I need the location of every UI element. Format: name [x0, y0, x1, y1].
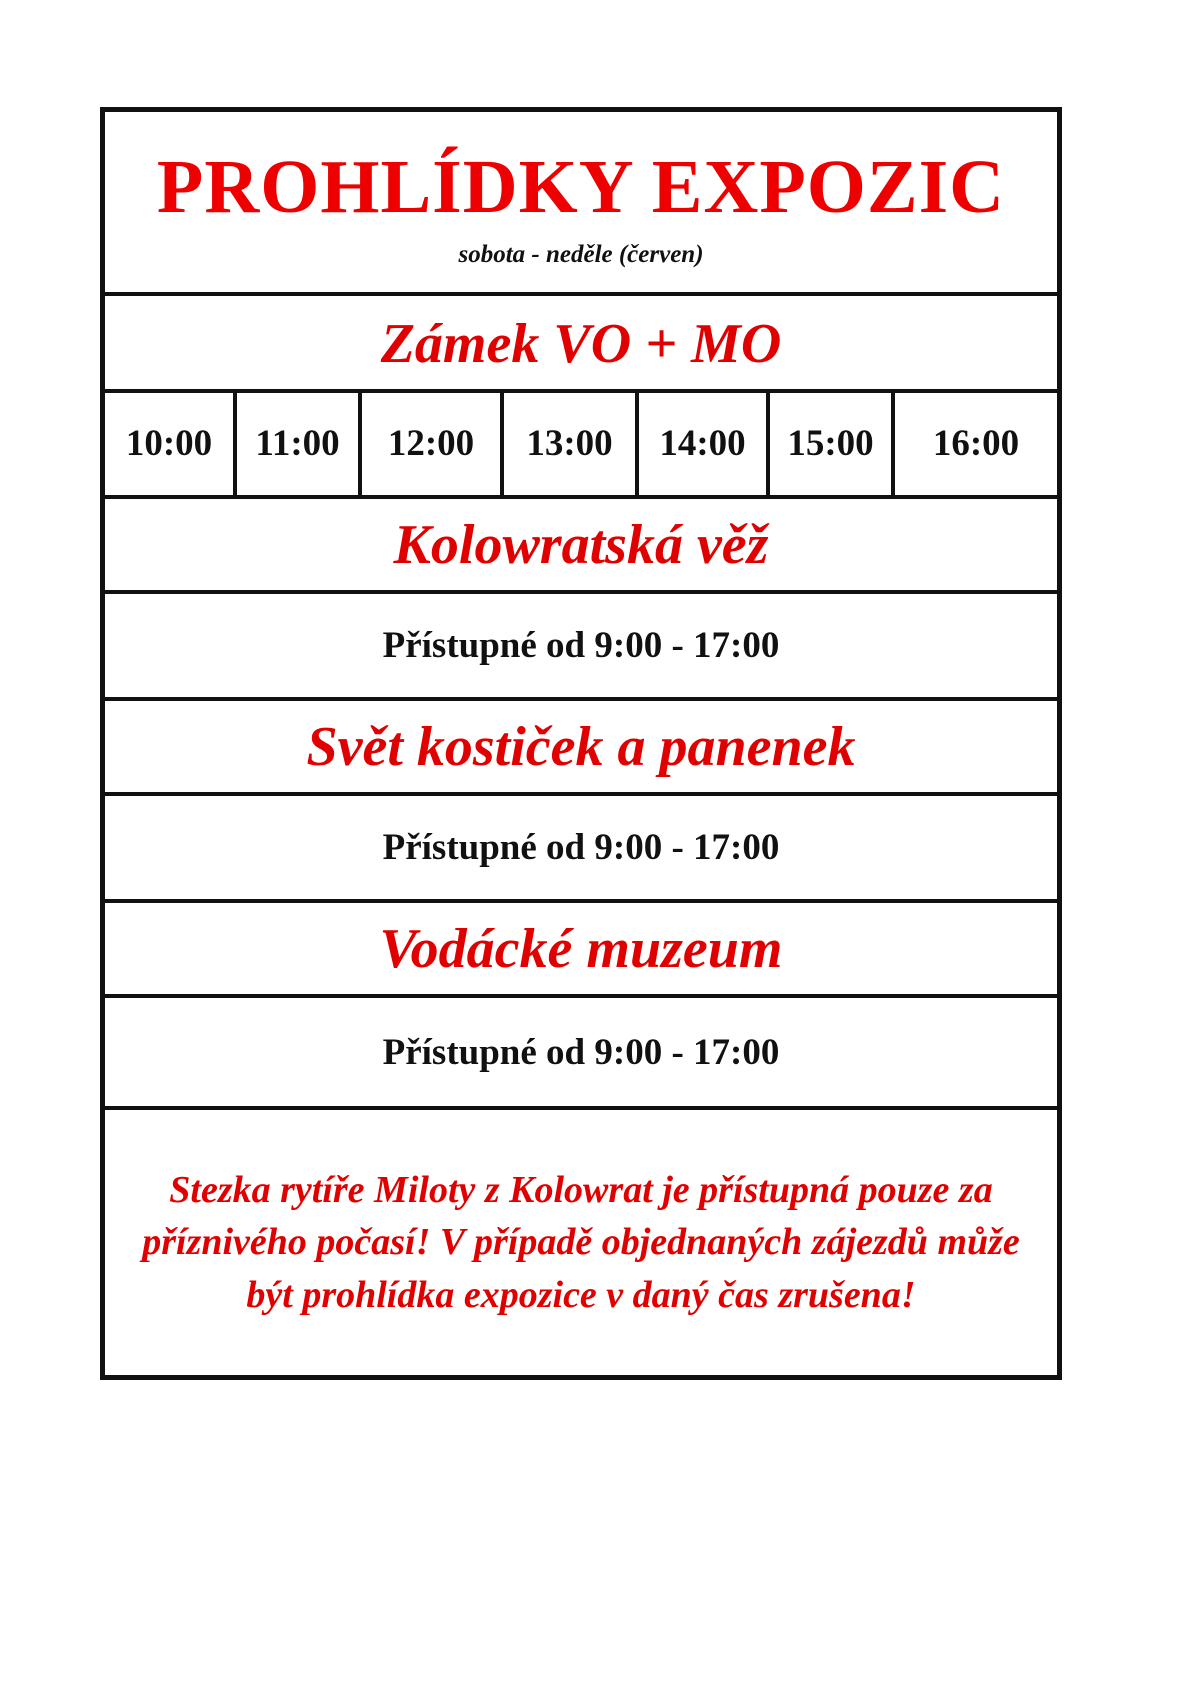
notice-cell: [105, 1110, 1057, 1375]
opening-hours: Přístupné od 9:00 - 17:00: [382, 1031, 780, 1073]
hours-cell: [105, 594, 1057, 697]
section-title-cell: [105, 701, 1057, 792]
opening-hours: Přístupné od 9:00 - 17:00: [382, 827, 780, 868]
time-cell: 10:00: [105, 391, 237, 495]
section-title-cell: [105, 903, 1057, 994]
opening-hours: Přístupné od 9:00 - 17:00: [382, 625, 780, 666]
time-cell: 15:00: [770, 391, 895, 495]
section-title-zamek: Zámek VO + MO: [380, 312, 782, 375]
time-cell: 11:00: [237, 391, 362, 495]
time-cell: 13:00: [504, 391, 639, 495]
section-title-cell: [105, 499, 1057, 590]
section-title-cell: [105, 296, 1057, 391]
page-title: PROHLÍDKY EXPOZIC: [156, 145, 1006, 229]
section-title-svet: Svět kostiček a panenek: [306, 715, 856, 778]
page-subtitle: sobota - neděle (červen): [458, 241, 704, 268]
weather-notice: Stezka rytíře Miloty z Kolowrat je přístupná pouze za příznivého počasí! V případě objednaných zájezdů může být prohlídka expozice v daný čas zrušena!: [142, 1168, 1020, 1316]
tour-times-row: [105, 391, 1057, 495]
hours-cell: [105, 998, 1057, 1106]
schedule-table: [100, 107, 1062, 1380]
hours-cell: [105, 796, 1057, 899]
header-cell: [105, 112, 1057, 292]
time-cell: 16:00: [932, 422, 1020, 464]
time-cell: 12:00: [362, 391, 504, 495]
section-title-vodacke: Vodácké muzeum: [379, 917, 783, 980]
time-cell: 14:00: [639, 391, 770, 495]
section-title-kolowratska: Kolowratská věž: [393, 513, 769, 576]
